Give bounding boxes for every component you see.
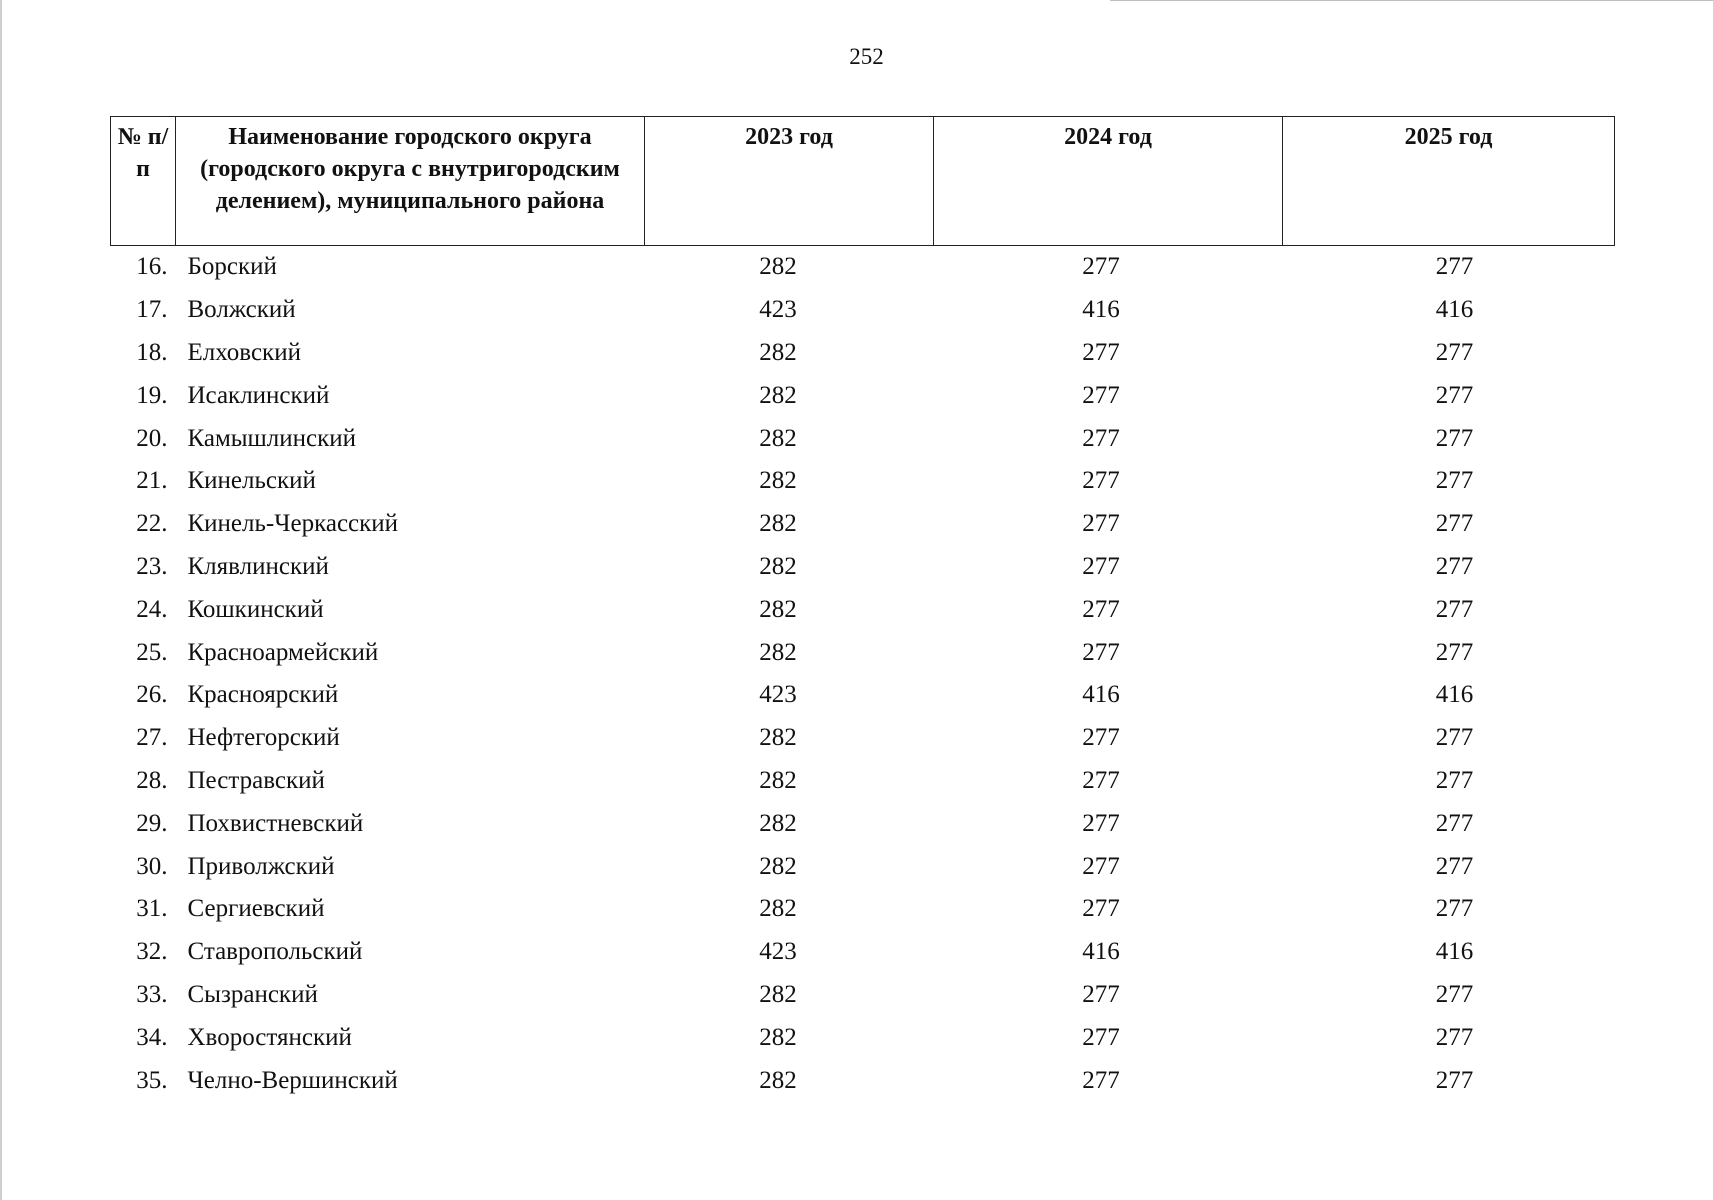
row-value-2025: 416	[1435, 938, 1474, 966]
row-name: Ставропольский	[187, 938, 363, 966]
row-value-2024: 277	[1082, 980, 1120, 1008]
row-value-2024: 277	[1082, 510, 1120, 538]
header-name: Наименование городского округа (городского округа с внутригородским делением), муниципального района	[176, 117, 645, 246]
row-name: Сергиевский	[187, 895, 325, 923]
row-number: 17.	[136, 296, 168, 324]
row-name: Пестравский	[187, 766, 325, 794]
row-name: Клявлинский	[187, 552, 329, 580]
row-number: 33.	[136, 980, 168, 1008]
row-value-2025: 277	[1435, 809, 1474, 837]
row-value-2023: 282	[759, 510, 797, 538]
row-value-2023: 282	[759, 895, 797, 923]
row-name: Кинельский	[187, 467, 316, 495]
row-number: 19.	[136, 381, 168, 409]
row-value-2023: 282	[759, 253, 797, 281]
row-number: 35.	[136, 1066, 168, 1094]
row-number: 24.	[136, 595, 168, 623]
row-number: 32.	[136, 938, 168, 966]
table-row	[111, 1016, 1615, 1059]
row-value-2025: 277	[1435, 424, 1474, 452]
row-value-2023: 423	[759, 938, 797, 966]
row-name: Похвистневский	[187, 809, 364, 837]
table-header	[111, 117, 1615, 246]
row-number: 20.	[136, 424, 168, 452]
allocation-table-container	[110, 116, 1614, 1102]
table-row	[111, 674, 1615, 717]
header-2024: 2024 год	[934, 117, 1283, 246]
row-value-2023: 282	[759, 852, 797, 880]
header-row	[111, 117, 1615, 246]
row-value-2025: 277	[1435, 724, 1474, 752]
row-value-2023: 282	[759, 595, 797, 623]
row-value-2025: 277	[1435, 338, 1474, 366]
row-name: Камышлинский	[187, 424, 357, 452]
row-value-2023: 282	[759, 338, 797, 366]
table-row	[111, 332, 1615, 375]
row-number: 30.	[136, 852, 168, 880]
row-value-2024: 277	[1082, 253, 1120, 281]
row-value-2025: 277	[1435, 467, 1474, 495]
row-value-2024: 277	[1082, 895, 1120, 923]
row-number: 21.	[136, 467, 168, 495]
table-row	[111, 631, 1615, 674]
table-row	[111, 888, 1615, 931]
row-number: 23.	[136, 552, 168, 580]
row-number: 29.	[136, 809, 168, 837]
table-row	[111, 717, 1615, 760]
header-number: № п/п	[111, 117, 176, 246]
row-value-2023: 282	[759, 980, 797, 1008]
row-value-2024: 277	[1082, 724, 1120, 752]
row-name: Приволжский	[187, 852, 335, 880]
table-row	[111, 246, 1615, 289]
table-row	[111, 845, 1615, 888]
row-value-2023: 282	[759, 467, 797, 495]
row-value-2023: 282	[759, 724, 797, 752]
row-name: Исаклинский	[187, 381, 330, 409]
row-value-2025: 416	[1435, 681, 1474, 709]
row-value-2024: 277	[1082, 595, 1120, 623]
row-value-2024: 277	[1082, 381, 1120, 409]
row-value-2024: 277	[1082, 809, 1120, 837]
table-row	[111, 931, 1615, 974]
table-row	[111, 417, 1615, 460]
row-value-2024: 277	[1082, 638, 1120, 666]
row-value-2025: 277	[1435, 638, 1474, 666]
row-name: Елховский	[187, 338, 301, 366]
table-row	[111, 503, 1615, 546]
table-body	[111, 246, 1615, 1102]
row-value-2025: 277	[1435, 980, 1474, 1008]
table-row	[111, 588, 1615, 631]
table-row	[111, 460, 1615, 503]
table-row	[111, 974, 1615, 1017]
row-value-2025: 277	[1435, 253, 1474, 281]
row-name: Красноярский	[187, 681, 339, 709]
row-value-2024: 277	[1082, 338, 1120, 366]
row-value-2023: 282	[759, 381, 797, 409]
allocation-table	[110, 116, 1615, 1102]
row-value-2024: 277	[1082, 852, 1120, 880]
row-name: Сызранский	[187, 980, 318, 1008]
scan-edge-top	[1110, 0, 1713, 1]
header-2025: 2025 год	[1283, 117, 1615, 246]
row-value-2023: 282	[759, 766, 797, 794]
row-name: Челно-Вершинский	[187, 1066, 398, 1094]
row-value-2024: 416	[1082, 681, 1120, 709]
row-name: Нефтегорский	[187, 724, 340, 752]
row-value-2025: 416	[1435, 296, 1474, 324]
table-row	[111, 289, 1615, 332]
scan-edge-left	[0, 0, 2, 1200]
row-value-2024: 277	[1082, 552, 1120, 580]
page-number: 252	[849, 44, 884, 69]
row-value-2024: 277	[1082, 424, 1120, 452]
row-name: Кинель-Черкасский	[187, 510, 399, 538]
row-value-2023: 282	[759, 424, 797, 452]
row-value-2023: 282	[759, 1066, 797, 1094]
row-number: 34.	[136, 1023, 168, 1051]
row-value-2024: 416	[1082, 938, 1120, 966]
row-value-2025: 277	[1435, 595, 1474, 623]
row-number: 28.	[136, 766, 168, 794]
row-value-2025: 277	[1435, 895, 1474, 923]
row-number: 26.	[136, 681, 168, 709]
row-value-2025: 277	[1435, 552, 1474, 580]
row-value-2024: 416	[1082, 296, 1120, 324]
row-value-2023: 282	[759, 1023, 797, 1051]
table-row	[111, 760, 1615, 803]
row-value-2025: 277	[1435, 1023, 1474, 1051]
row-name: Борский	[187, 253, 277, 281]
row-number: 18.	[136, 338, 168, 366]
table-row	[111, 802, 1615, 845]
row-value-2023: 282	[759, 638, 797, 666]
table-row	[111, 374, 1615, 417]
row-value-2023: 423	[759, 681, 797, 709]
header-2023: 2023 год	[645, 117, 934, 246]
row-name: Хворостянский	[187, 1023, 352, 1051]
row-value-2024: 277	[1082, 1066, 1120, 1094]
table-row	[111, 546, 1615, 589]
row-number: 22.	[136, 510, 168, 538]
row-value-2023: 282	[759, 552, 797, 580]
row-name: Кошкинский	[187, 595, 324, 623]
row-value-2025: 277	[1435, 1066, 1474, 1094]
row-value-2025: 277	[1435, 510, 1474, 538]
row-value-2024: 277	[1082, 766, 1120, 794]
row-value-2024: 277	[1082, 467, 1120, 495]
row-value-2024: 277	[1082, 1023, 1120, 1051]
row-value-2025: 277	[1435, 381, 1474, 409]
row-name: Волжский	[187, 296, 296, 324]
row-number: 25.	[136, 638, 168, 666]
row-number: 16.	[136, 253, 168, 281]
row-value-2023: 282	[759, 809, 797, 837]
row-value-2023: 423	[759, 296, 797, 324]
row-number: 31.	[136, 895, 168, 923]
row-number: 27.	[136, 724, 168, 752]
row-name: Красноармейский	[187, 638, 379, 666]
row-value-2025: 277	[1435, 766, 1474, 794]
table-row	[111, 1059, 1615, 1102]
row-value-2025: 277	[1435, 852, 1474, 880]
